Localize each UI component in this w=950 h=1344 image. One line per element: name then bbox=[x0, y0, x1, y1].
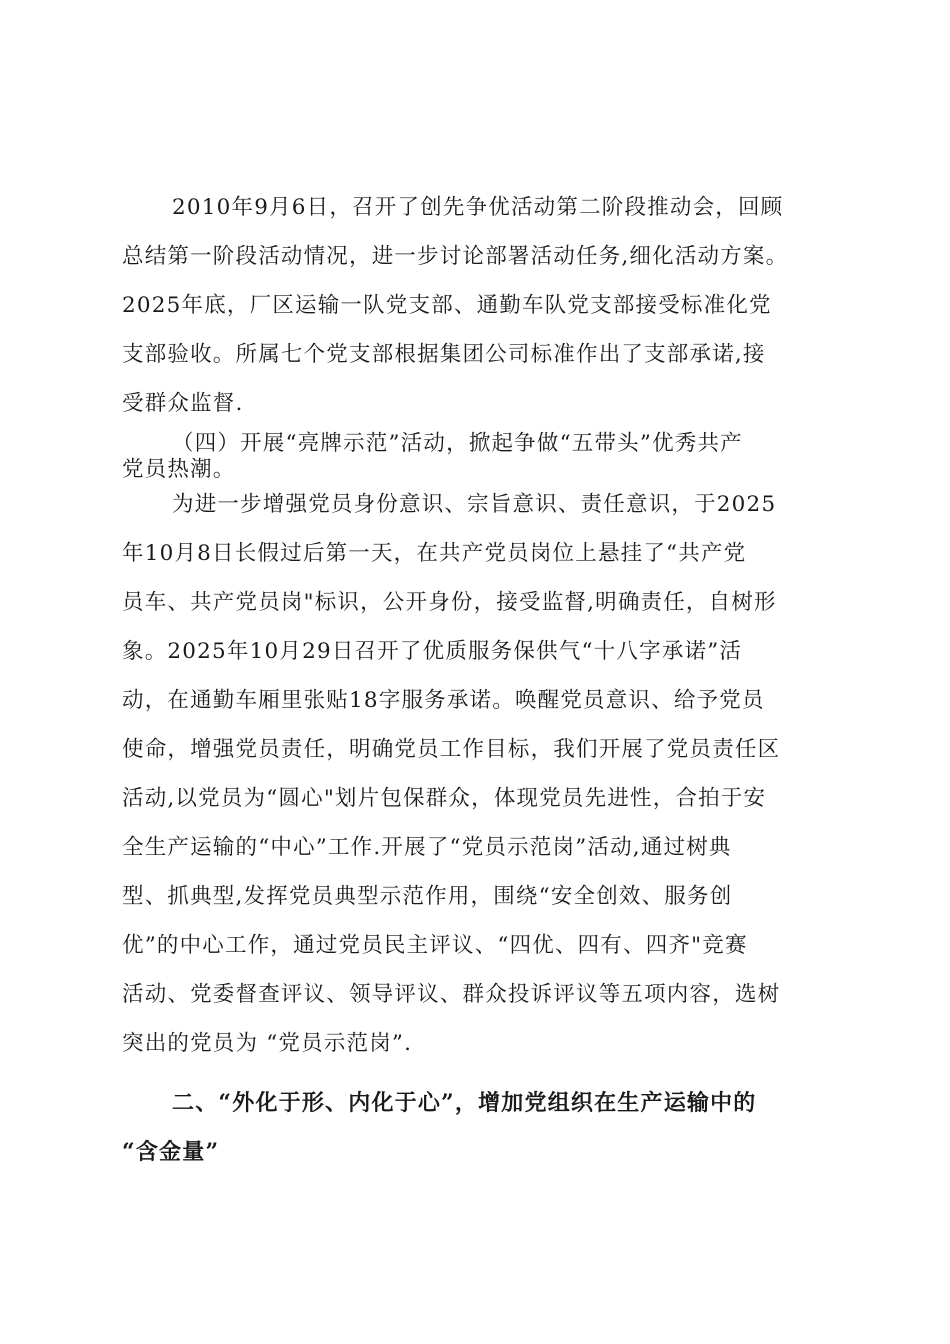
paragraph-line: 年10月8日长假过后第一天，在共产党员岗位上悬挂了“共产党 bbox=[122, 541, 747, 566]
paragraph-line: 活动,以党员为“圆心"划片包保群众，体现党员先进性，合拍于安 bbox=[122, 786, 767, 811]
paragraph-line: 优”的中心工作，通过党员民主评议、“四优、四有、四齐"竞赛 bbox=[122, 933, 748, 958]
paragraph-line: 2025年底，厂区运输一队党支部、通勤车队党支部接受标准化党 bbox=[122, 293, 772, 318]
paragraph-line: 使命，增强党员责任，明确党员工作目标，我们开展了党员责任区 bbox=[122, 737, 781, 762]
paragraph-line: 员车、共产党员岗"标识，公开身份，接受监督,明确责任，自树形 bbox=[122, 590, 777, 615]
subheading-line: （四）开展“亮牌示范”活动，掀起争做“五带头”优秀共产 bbox=[172, 431, 743, 456]
paragraph-line: 受群众监督. bbox=[122, 391, 244, 416]
paragraph-line: 为进一步增强党员身份意识、宗旨意识、责任意识，于2025 bbox=[172, 492, 777, 517]
paragraph-line: 总结第一阶段活动情况，进一步讨论部署活动任务,细化活动方案。 bbox=[122, 244, 789, 269]
paragraph-line: 支部验收。所属七个党支部根据集团公司标准作出了支部承诺,接 bbox=[122, 342, 766, 367]
paragraph-line: 象。2025年10月29日召开了优质服务保供气“十八字承诺”活 bbox=[122, 639, 743, 664]
paragraph-line: 活动、党委督查评议、领导评议、群众投诉评议等五项内容，选树 bbox=[122, 982, 781, 1007]
paragraph-line: 全生产运输的“中心”工作.开展了“党员示范岗”活动,通过树典 bbox=[122, 835, 732, 860]
paragraph-line: 型、抓典型,发挥党员典型示范作用，围绕“安全创效、服务创 bbox=[122, 884, 733, 909]
section-heading-line: “含金量” bbox=[122, 1139, 220, 1165]
paragraph-line: 2010年9月6日，召开了创先争优活动第二阶段推动会，回顾 bbox=[172, 195, 784, 220]
paragraph-line: 动，在通勤车厢里张贴18字服务承诺。唤醒党员意识、给予党员 bbox=[122, 688, 765, 713]
subheading-line: 党员热潮。 bbox=[122, 457, 236, 482]
section-heading-line: 二、“外化于形、内化于心”，增加党组织在生产运输中的 bbox=[172, 1090, 757, 1116]
paragraph-line: 突出的党员为 “党员示范岗”. bbox=[122, 1031, 413, 1056]
